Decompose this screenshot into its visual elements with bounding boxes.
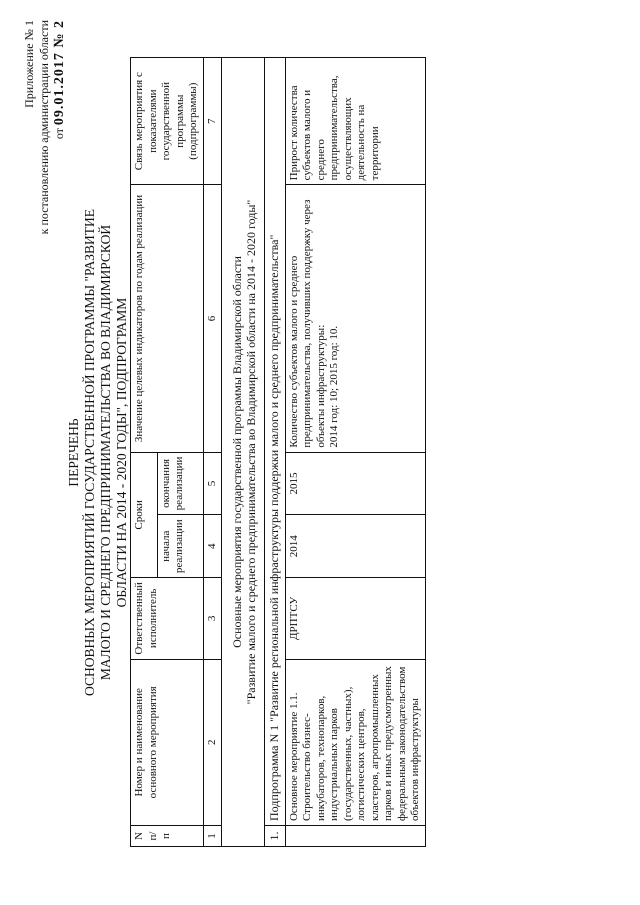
- col-number: 6: [203, 185, 222, 452]
- measure-name: Основное мероприятие 1.1. Строительство бизнес-инкубаторов, технопарков, индустриальных парков (государственных, частных), логистических центров, кластеров, агропромышленных парков и иных предусмотренных федеральным законодательством объектов инфраструктуры: [285, 659, 425, 825]
- appendix-date-line: [52, 20, 67, 234]
- col-number: 5: [203, 452, 222, 515]
- subprogram-title: Подпрограмма N 1 "Развитие региональной инфраструктуры поддержки малого и среднего предпринимательства": [265, 58, 286, 826]
- appendix-block: [22, 20, 67, 234]
- section-header: [222, 58, 265, 847]
- title-line-3: МАЛОГО И СРЕДНЕГО ПРЕДПРИНИМАТЕЛЬСТВА ВО ВЛАДИМИРСКОЙ: [98, 224, 113, 681]
- measure-start: 2014: [285, 515, 425, 578]
- appendix-line-1: Приложение № 1: [22, 20, 36, 108]
- measure-target: [285, 185, 425, 452]
- document-title: [66, 120, 130, 785]
- measure-end: 2015: [285, 452, 425, 515]
- header-link: Связь мероприятия с показателями государственной программы (подпрограммы): [131, 58, 204, 185]
- section-line-2: "Развитие малого и среднего предпринимательства во Владимирской области на 2014 - 2020 годы": [244, 199, 258, 705]
- measure-link: Прирост количества субъектов малого и среднего предпринимательства, осуществляющих деятельность на территории: [285, 58, 425, 185]
- col-number: 3: [203, 578, 222, 659]
- target-text: Количество субъектов малого и среднего предпринимательства, получивших поддержку через объекты инфраструктуры:: [287, 199, 327, 448]
- header-name: Номер и наименование основного мероприятия: [131, 659, 204, 825]
- header-target: Значение целевых индикаторов по годам реализации: [131, 185, 204, 452]
- measure-responsible: ДРПТСУ: [285, 578, 425, 659]
- header-start: начала реализации: [157, 515, 203, 578]
- subprogram-num: 1.: [265, 826, 286, 847]
- header-responsible: Ответственный исполнитель: [131, 578, 204, 659]
- appendix-date-handwritten: 09.01.2017 № 2: [52, 20, 67, 126]
- appendix-line-2: к постановлению администрации области: [37, 20, 51, 235]
- title-line-1: ПЕРЕЧЕНЬ: [66, 418, 81, 487]
- header-num: N п/п: [131, 826, 204, 847]
- measures-table: [130, 57, 426, 847]
- col-number: 4: [203, 515, 222, 578]
- col-number: 1: [203, 826, 222, 847]
- row-num: [285, 826, 425, 847]
- col-number: 2: [203, 659, 222, 825]
- section-line-1: Основные мероприятия государственной программы Владимирской области: [230, 256, 244, 648]
- title-line-4: ОБЛАСТИ НА 2014 - 2020 ГОДЫ", ПОДПРОГРАММ: [114, 297, 129, 608]
- target-values: 2014 год: 10; 2015 год: 10.: [328, 325, 340, 448]
- col-number: 7: [203, 58, 222, 185]
- appendix-date-prefix: от: [52, 128, 66, 140]
- header-terms: Сроки: [131, 452, 158, 578]
- title-line-2: ОСНОВНЫХ МЕРОПРИЯТИЙ ГОСУДАРСТВЕННОЙ ПРОГРАММЫ "РАЗВИТИЕ: [82, 209, 97, 696]
- header-end: окончания реализации: [157, 452, 203, 515]
